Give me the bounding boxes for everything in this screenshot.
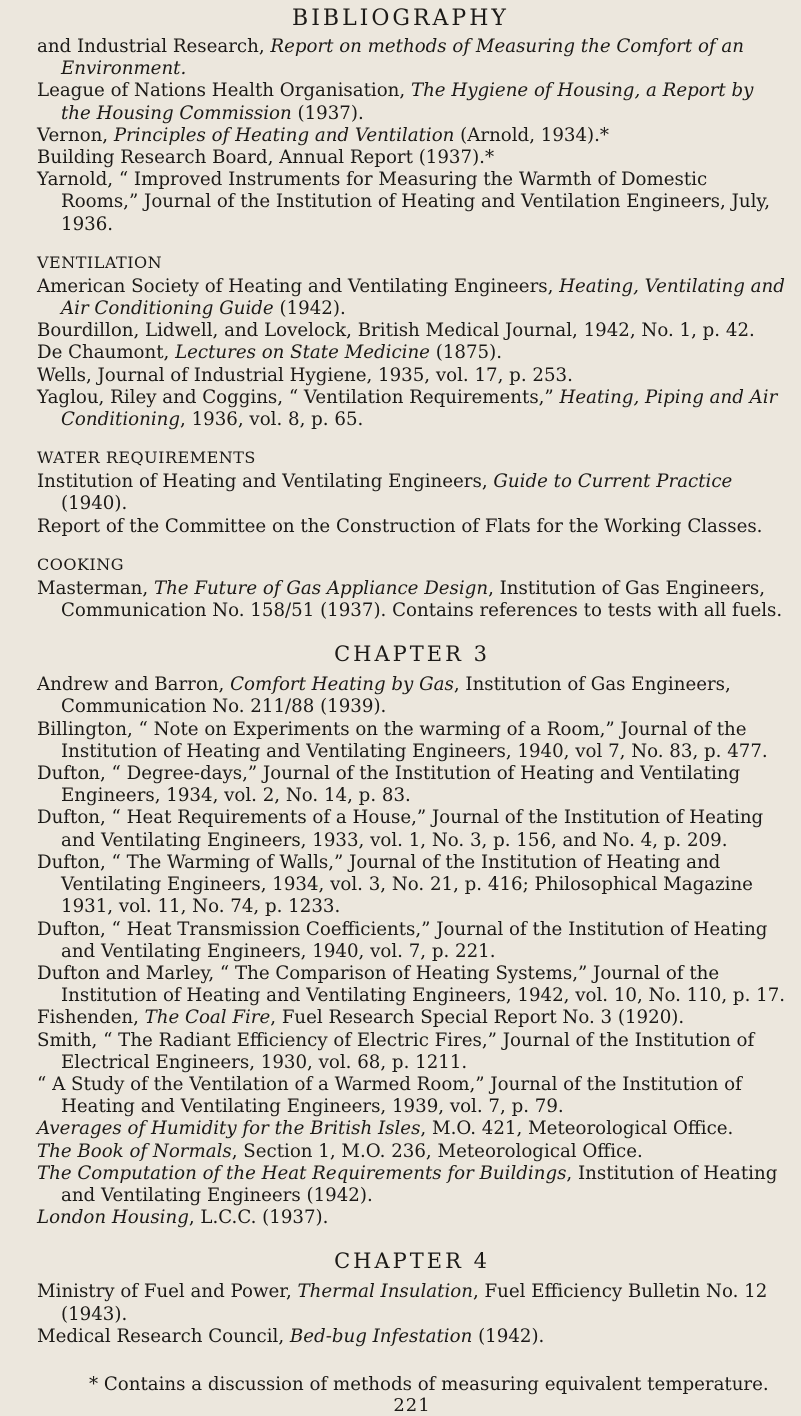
entry-text: De Chaumont, [37,342,176,364]
entry-text: Report of the Committee on the Construction of Flats for the Working Classes. [37,515,763,537]
entry-text: Dufton, “ Heat Transmission Coefficients,” Journal of the Institution of Heating and Ventilating Engineers, 1940, vol. 7, p. 221. [37,918,768,962]
running-head: BIBLIOGRAPHY [292,6,509,31]
section-entry-list [37,578,787,622]
entry-text: Smith, “ The Radiant Efficiency of Electric Fires,” Journal of the Institution of Electrical Engineers, 1930, vol. 68, p. 1211. [37,1029,755,1073]
entry-text: (1942). [472,1325,545,1347]
entry-text: Bourdillon, Lidwell, and Lovelock, British Medical Journal, 1942, No. 1, p. 42. [37,320,755,342]
bibliography-entry [37,763,787,807]
entry-text: , 1936, vol. 8, p. 65. [180,409,364,431]
entry-text: Vernon, [37,124,114,146]
entry-text: Dufton, “ Degree-days,” Journal of the Institution of Heating and Ventilating Engineers, 1934, vol. 2, No. 14, p. 83. [37,763,741,807]
entry-text: , L.C.C. (1937). [188,1207,329,1229]
bibliography-entry [37,320,787,342]
entry-title: Lectures on State Medicine [175,342,430,364]
entry-text: and Industrial Research, [37,36,271,57]
entry-text: Billington, “ Note on Experiments on the warming of a Room,” Journal of the Institution of Heating and Ventilating Engineers, 1940, vol 7, No. 83, p. 477. [37,718,768,762]
entry-text: (1942). [273,298,346,320]
bibliography-entry [37,125,787,147]
bibliography-entry [37,36,787,80]
entry-text: (Arnold, 1934).* [454,124,610,146]
bibliography-entry [37,1007,787,1029]
entry-text: (1875). [429,342,502,364]
bibliography-entry [37,578,787,622]
bibliography-entry [37,807,787,851]
chapter-3-entry-list [37,674,787,1229]
entry-text: Ministry of Fuel and Power, [37,1281,298,1303]
section-heading: WATER REQUIREMENTS [37,448,256,468]
entry-title: Guide to Current Practice [493,471,733,493]
entry-text: League of Nations Health Organisation, [37,80,411,102]
entry-text: , Institution of Heating and Ventilating Engineers (1942). [61,1162,778,1206]
entry-text: Dufton, “ The Warming of Walls,” Journal of the Institution of Heating and Ventilating Engineers, 1934, vol. 3, No. 21, p. 416; Philosophical Magazine 1931, vol. 11, No. 74, p. 1233. [37,851,753,918]
bibliography-entry [37,147,787,169]
section-entry-list [37,276,787,431]
bibliography-entry [37,342,787,364]
bibliography-entry [37,80,787,124]
entry-title: Heating, Piping and Air Conditioning [61,386,778,431]
entry-title: The Hygiene of Housing, a Report by the Housing Commission [61,80,754,124]
entry-text: Yaglou, Riley and Coggins, “ Ventilation Requirements,” [37,386,560,408]
entry-title: The Coal Fire [144,1007,271,1029]
bibliography-entry [37,674,787,718]
entry-text: , Fuel Efficiency Bulletin No. 12 (1943). [61,1281,768,1325]
entry-text: (1940). [61,493,128,515]
entry-text: Dufton and Marley, “ The Comparison of Heating Systems,” Journal of the Institution of Heating and Ventilating Engineers, 1942, vol. 10, No. 110, p. 17. [37,962,786,1007]
bibliography-entry [37,1118,787,1140]
bibliography-entry [37,719,787,763]
section-list [37,252,787,622]
bibliography-entry [37,1141,787,1163]
bibliography-entry [37,365,787,387]
entry-title: The Book of Normals [37,1140,232,1162]
entry-text: , Section 1, M.O. 236, Meteorological Office. [231,1140,643,1162]
entry-text: Masterman, [37,577,154,599]
bibliography-content [37,36,787,1416]
entry-text: “ A Study of the Ventilation of a Warmed Room,” Journal of the Institution of Heating and Ventilating Engineers, 1939, vol. 7, p. 79. [37,1073,742,1118]
footnote: * Contains a discussion of methods of measuring equivalent temperature. [89,1373,769,1395]
entry-text: Medical Research Council, [37,1325,290,1347]
chapter-4-entry-list [37,1281,787,1348]
section-heading: COOKING [37,554,125,574]
entry-text: , M.O. 421, Meteorological Office. [420,1118,734,1140]
entry-text: , Institution of Gas Engineers, Communication No. 211/88 (1939). [61,674,731,718]
bibliography-entry [37,1326,787,1348]
entry-title: Principles of Heating and Ventilation [113,124,455,146]
bibliography-entry [37,852,787,919]
bibliography-entry [37,516,787,538]
bibliography-entry [37,963,787,1007]
entry-title: Heating, Ventilating and Air Conditioning Guide [61,275,785,320]
entry-text: Building Research Board, Annual Report (1937).* [37,147,495,169]
entry-text: Andrew and Barron, [37,674,231,696]
entry-title: Averages of Humidity for the British Isles [37,1118,421,1140]
section-heading: VENTILATION [37,252,163,272]
entry-text: , Institution of Gas Engineers, Communication No. 158/51 (1937). Contains references to tests with all fuels. [61,577,783,622]
chapter-3-heading: CHAPTER 3 [334,642,490,667]
top-entry-list [37,36,787,236]
bibliography-entry [37,1074,787,1118]
entry-text: Yarnold, “ Improved Instruments for Measuring the Warmth of Domestic Rooms,” Journal of the Institution of Heating and Ventilation Engineers, July, 1936. [37,169,771,235]
entry-title: The Computation of the Heat Requirements for Buildings [37,1162,567,1184]
bibliography-entry [37,919,787,963]
bibliography-entry [37,1207,787,1229]
entry-title: The Future of Gas Appliance Design [153,577,489,599]
entry-title: Comfort Heating by Gas [230,674,454,696]
entry-title: Report on methods of Measuring the Comfort of an Environment. [61,36,744,80]
bibliography-entry [37,387,787,431]
bibliography-entry [37,1030,787,1074]
entry-text: (1937). [291,102,364,124]
bibliography-entry [37,276,787,320]
entry-text: American Society of Heating and Ventilating Engineers, [37,275,560,297]
entry-title: Thermal Insulation [297,1281,473,1303]
entry-text: Institution of Heating and Ventilating Engineers, [37,471,494,493]
entry-text: , Fuel Research Special Report No. 3 (1920). [270,1007,685,1029]
entry-text: Fishenden, [37,1007,145,1029]
bibliography-entry [37,1163,787,1207]
section-entry-list [37,471,787,538]
entry-text: Dufton, “ Heat Requirements of a House,” Journal of the Institution of Heating and Ventilating Engineers, 1933, vol. 1, No. 3, p. 156, and No. 4, p. 209. [37,807,764,851]
bibliography-entry [37,1281,787,1325]
bibliography-entry [37,169,787,236]
chapter-4-heading: CHAPTER 4 [334,1249,490,1274]
entry-title: London Housing [37,1207,189,1229]
entry-title: Bed-bug Infestation [289,1325,473,1347]
page-number: 221 [393,1394,431,1416]
entry-text: Wells, Journal of Industrial Hygiene, 1935, vol. 17, p. 253. [37,364,573,386]
bibliography-entry [37,471,787,515]
